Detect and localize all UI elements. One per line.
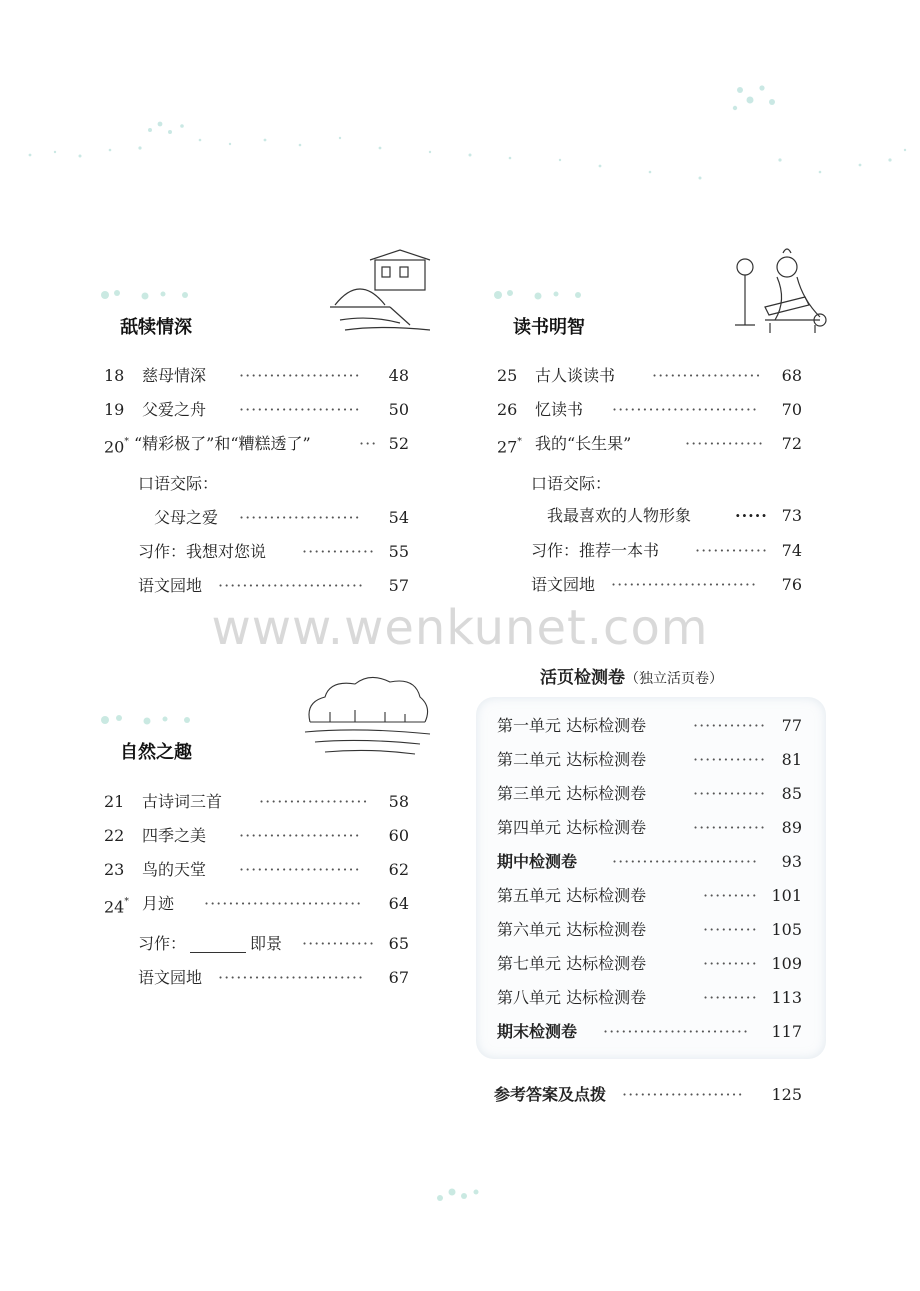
- leader-dots: ··················: [652, 366, 762, 385]
- leader-dots: ············: [302, 934, 376, 953]
- test-row[interactable]: [497, 985, 802, 1011]
- page-number: 64: [388, 894, 409, 913]
- toc-row[interactable]: [104, 573, 409, 599]
- page-number: 117: [771, 1022, 802, 1041]
- test-row[interactable]: [497, 883, 802, 909]
- lesson-number: 21: [104, 792, 125, 811]
- lesson-number: 26: [497, 400, 518, 419]
- test-label: 第八单元 达标检测卷: [497, 988, 647, 1007]
- lesson-number: 23: [104, 860, 125, 879]
- tests-heading: [540, 663, 723, 688]
- lesson-title: 四季之美: [142, 826, 207, 845]
- lesson-number: 20: [104, 437, 125, 457]
- leader-dots: ············: [693, 818, 767, 837]
- toc-row[interactable]: [104, 505, 409, 531]
- lesson-number: 27: [497, 437, 518, 457]
- leader-dots: ························: [611, 575, 758, 594]
- leader-dots: ············: [693, 750, 767, 769]
- page-number: 57: [388, 576, 409, 595]
- toc-row[interactable]: [104, 539, 409, 565]
- bottom-decoration: [420, 1180, 500, 1210]
- oral-title: 父母之爱: [154, 508, 219, 527]
- oral-title: 我最喜欢的人物形象: [547, 506, 692, 525]
- optional-star: *: [124, 437, 129, 447]
- leader-dots: ·········: [703, 920, 758, 939]
- leader-dots: ····················: [239, 860, 361, 879]
- lesson-title: 月迹: [142, 894, 175, 913]
- page-number: 85: [781, 784, 802, 803]
- toc-row[interactable]: [104, 965, 409, 991]
- toc-row[interactable]: [104, 397, 409, 423]
- page-number: 89: [781, 818, 802, 837]
- writing-prefix: 习作：: [138, 934, 187, 953]
- lesson-number: 22: [104, 826, 125, 845]
- unit-heading-decoration: [95, 283, 215, 307]
- toc-row[interactable]: [104, 431, 409, 457]
- lesson-number: 19: [104, 400, 125, 419]
- page-number: 55: [388, 542, 409, 561]
- page-number: 93: [781, 852, 802, 871]
- garden-title: 语文园地: [531, 575, 596, 594]
- optional-star: *: [517, 437, 522, 447]
- page-number: 109: [771, 954, 802, 973]
- test-row[interactable]: [497, 815, 802, 841]
- test-row[interactable]: [497, 849, 802, 875]
- page-number: 60: [388, 826, 409, 845]
- leader-dots: ·············: [685, 434, 765, 453]
- test-label: 第一单元 达标检测卷: [497, 716, 647, 735]
- unit-title: 自然之趣: [120, 742, 192, 763]
- page-number: 50: [388, 400, 409, 419]
- answers-row[interactable]: [494, 1082, 802, 1108]
- lesson-title: 慈母情深: [142, 366, 207, 385]
- test-row[interactable]: [497, 781, 802, 807]
- leader-dots: ····················: [622, 1085, 744, 1104]
- page-number: 62: [388, 860, 409, 879]
- lesson-number: 25: [497, 366, 518, 385]
- tests-subtitle: （独立活页卷）: [625, 671, 723, 687]
- garden-title: 语文园地: [138, 968, 203, 987]
- leader-dots: ··························: [204, 894, 363, 913]
- toc-row[interactable]: [104, 823, 409, 849]
- leader-dots: ····················: [239, 826, 361, 845]
- lesson-title: “精彩极了”和“糟糕透了”: [134, 434, 311, 453]
- page-number: 113: [771, 988, 802, 1007]
- leader-dots: ············: [302, 542, 376, 561]
- unit-heading-decoration: [488, 283, 608, 307]
- toc-row[interactable]: [104, 363, 409, 389]
- top-decoration: [0, 60, 920, 210]
- leader-dots: ························: [612, 852, 759, 871]
- test-label: 期末检测卷: [497, 1022, 578, 1041]
- page-number: 54: [388, 508, 409, 527]
- page-number: 48: [388, 366, 409, 385]
- page-number: 73: [781, 506, 802, 525]
- toc-row[interactable]: [497, 363, 802, 389]
- toc-row[interactable]: [104, 789, 409, 815]
- page-number: 81: [781, 750, 802, 769]
- leader-dots: ············: [693, 716, 767, 735]
- lesson-title: 古人谈读书: [535, 366, 616, 385]
- test-label: 第四单元 达标检测卷: [497, 818, 647, 837]
- answers-title: 参考答案及点拨: [494, 1085, 607, 1104]
- page-number: 72: [781, 434, 802, 453]
- lesson-title: 我的“长生果”: [535, 434, 632, 453]
- page-number: 76: [781, 575, 802, 594]
- watermark: www.wenkunet.com: [211, 600, 709, 656]
- leader-dots: ····················: [239, 400, 361, 419]
- leader-dots: ····················: [239, 366, 361, 385]
- page-number: 105: [771, 920, 802, 939]
- toc-row[interactable]: [497, 431, 802, 457]
- fill-in-blank: [190, 936, 246, 953]
- unit-title: 舐犊情深: [120, 317, 192, 338]
- lesson-title: 古诗词三首: [142, 792, 223, 811]
- test-label: 第六单元 达标检测卷: [497, 920, 647, 939]
- leader-dots: ····················: [239, 508, 361, 527]
- unit-title: 读书明智: [513, 317, 585, 338]
- test-row[interactable]: [497, 747, 802, 773]
- writing-suffix: 即景: [250, 934, 283, 953]
- test-label: 第五单元 达标检测卷: [497, 886, 647, 905]
- page-number: 125: [771, 1085, 802, 1104]
- test-label: 期中检测卷: [497, 852, 578, 871]
- garden-title: 语文园地: [138, 576, 203, 595]
- page-number: 67: [388, 968, 409, 987]
- writing-title: 习作：推荐一本书: [531, 541, 660, 560]
- leader-dots: ············: [695, 541, 769, 560]
- test-row[interactable]: [497, 917, 802, 943]
- lesson-title: 鸟的天堂: [142, 860, 207, 879]
- banyan-tree-illustration: [300, 672, 435, 762]
- page-number: 74: [781, 541, 802, 560]
- page-number: 65: [388, 934, 409, 953]
- page-number: 70: [781, 400, 802, 419]
- lesson-title: 忆读书: [535, 400, 584, 419]
- toc-row[interactable]: [497, 572, 802, 598]
- lesson-number: 18: [104, 366, 125, 385]
- page-number: 58: [388, 792, 409, 811]
- test-row[interactable]: [497, 713, 802, 739]
- leader-dots: ························: [603, 1022, 750, 1041]
- toc-row[interactable]: [104, 931, 409, 957]
- test-label: 第二单元 达标检测卷: [497, 750, 647, 769]
- test-row[interactable]: [497, 951, 802, 977]
- leader-dots: ························: [612, 400, 759, 419]
- reading-scholar-illustration: [725, 245, 835, 335]
- toc-row[interactable]: [104, 857, 409, 883]
- oral-label: 口语交际：: [531, 474, 612, 493]
- leader-dots: ·········: [703, 954, 758, 973]
- unit-heading-decoration: [95, 708, 215, 732]
- page-number: 68: [781, 366, 802, 385]
- leader-dots: ························: [218, 576, 365, 595]
- leader-dots: ···: [359, 434, 378, 453]
- oral-label: 口语交际：: [138, 474, 219, 493]
- optional-star: *: [124, 897, 129, 907]
- test-label: 第七单元 达标检测卷: [497, 954, 647, 973]
- leader-dots: ·········: [703, 886, 758, 905]
- leader-dots: ·····: [735, 506, 768, 525]
- tests-title: 活页检测卷: [540, 668, 625, 688]
- page-number: 77: [781, 716, 802, 735]
- test-row[interactable]: [497, 1019, 802, 1045]
- leader-dots: ··················: [259, 792, 369, 811]
- leader-dots: ············: [693, 784, 767, 803]
- leader-dots: ························: [218, 968, 365, 987]
- toc-row[interactable]: [497, 397, 802, 423]
- page-number: 101: [771, 886, 802, 905]
- toc-row[interactable]: [497, 503, 802, 529]
- page-number: 52: [388, 434, 409, 453]
- writing-title: 习作：我想对您说: [138, 542, 267, 561]
- leader-dots: ·········: [703, 988, 758, 1007]
- test-label: 第三单元 达标检测卷: [497, 784, 647, 803]
- lesson-number: 24: [104, 897, 125, 917]
- lesson-title: 父爱之舟: [142, 400, 207, 419]
- bridge-house-illustration: [330, 245, 440, 335]
- toc-row[interactable]: [104, 891, 409, 917]
- toc-row[interactable]: [497, 538, 802, 564]
